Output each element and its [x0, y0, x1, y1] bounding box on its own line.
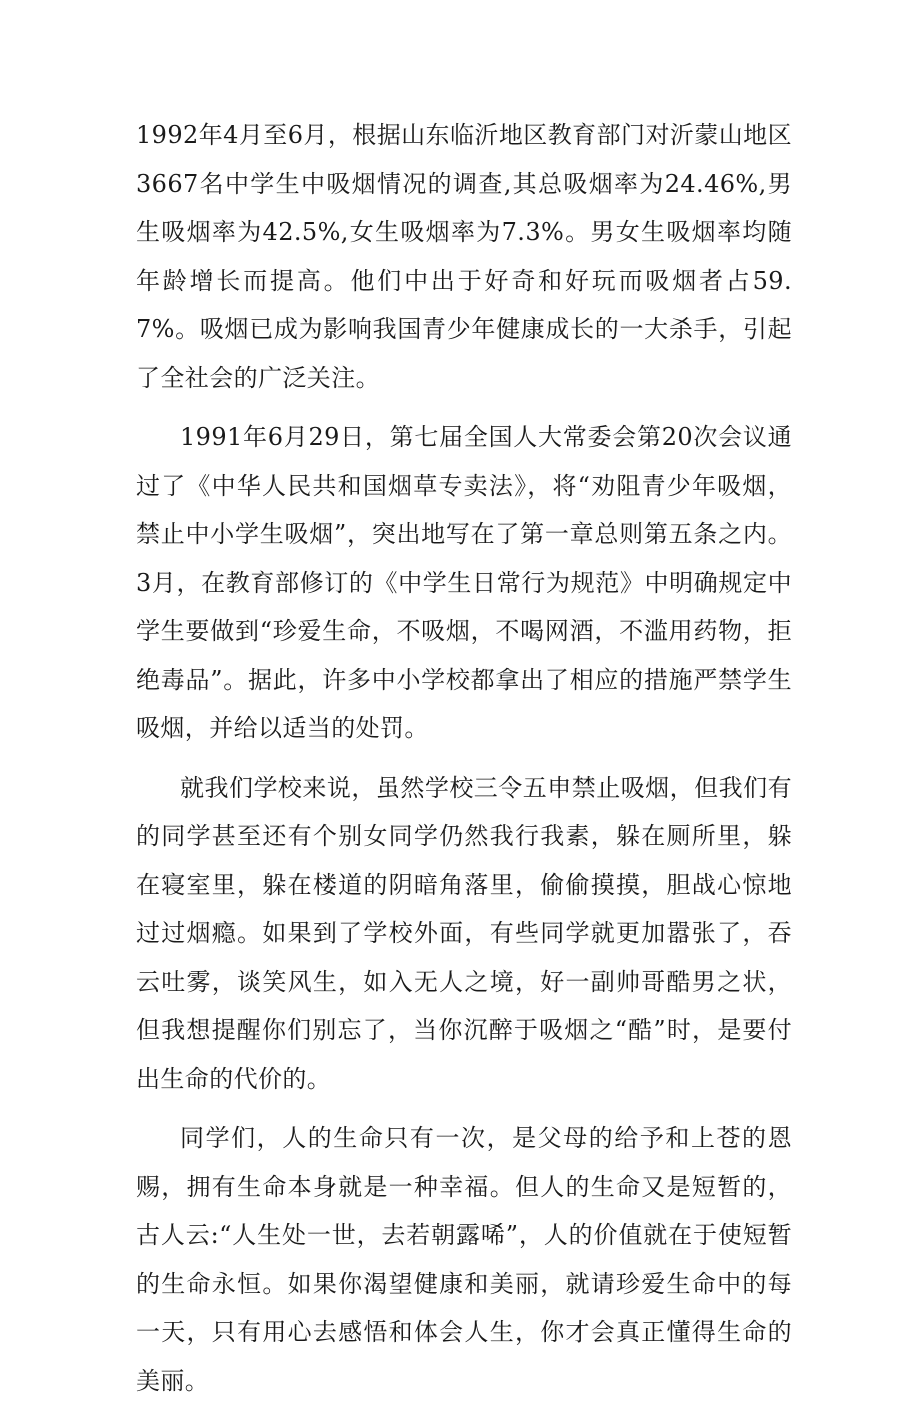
paragraph-school-situation: 就我们学校来说，虽然学校三令五申禁止吸烟，但我们有的同学甚至还有个别女同学仍然我行我素，躲在厕所里，躲在寝室里，躲在楼道的阴暗角落里，偷偷摸摸，胆战心惊地过过烟瘾。如果到了学校外面，有些同学就更加嚣张了，吞云吐雾，谈笑风生，如入无人之境，好一副帅哥酷男之状，但我想提醒你们别忘了，当你沉醉于吸烟之“酷”时，是要付出生命的代价的。: [136, 773, 792, 1093]
paragraph-survey: 1992年4月至6月，根据山东临沂地区教育部门对沂蒙山地区3667名中学生中吸烟情况的调查,其总吸烟率为24.46%,男生吸烟率为42.5%,女生吸烟率为7.3%。男女生吸烟率均随年龄增长而提高。他们中出于好奇和好玩而吸烟者占59.7%。吸烟已成为影响我国青少年健康成长的一大杀手，引起了全社会的广泛关注。: [136, 121, 792, 392]
paragraph-tobacco-law: 1991年6月29日，第七届全国人大常委会第20次会议通过了《中华人民共和国烟草专卖法》，将“劝阻青少年吸烟，禁止中小学生吸烟”，突出地写在了第一章总则第五条之内。3月，在教育部修订的《中学生日常行为规范》中明确规定中学生要做到“珍爱生命，不吸烟，不喝网酒，不滥用药物，拒绝毒品”。据此，许多中小学校都拿出了相应的措施严禁学生吸烟，并给以适当的处罚。: [136, 423, 792, 742]
paragraph-cherish-life: 同学们，人的生命只有一次，是父母的给予和上苍的恩赐，拥有生命本身就是一种幸福。但人的生命又是短暂的，古人云:“人生处一世，去若朝露唏”，人的价值就在于使短暂的生命永恒。如果你渴望健康和美丽，就请珍爱生命中的每一天，只有用心去感悟和体会人生，你才会真正懂得生命的美丽。: [136, 1124, 792, 1395]
document-body: [136, 111, 792, 1416]
